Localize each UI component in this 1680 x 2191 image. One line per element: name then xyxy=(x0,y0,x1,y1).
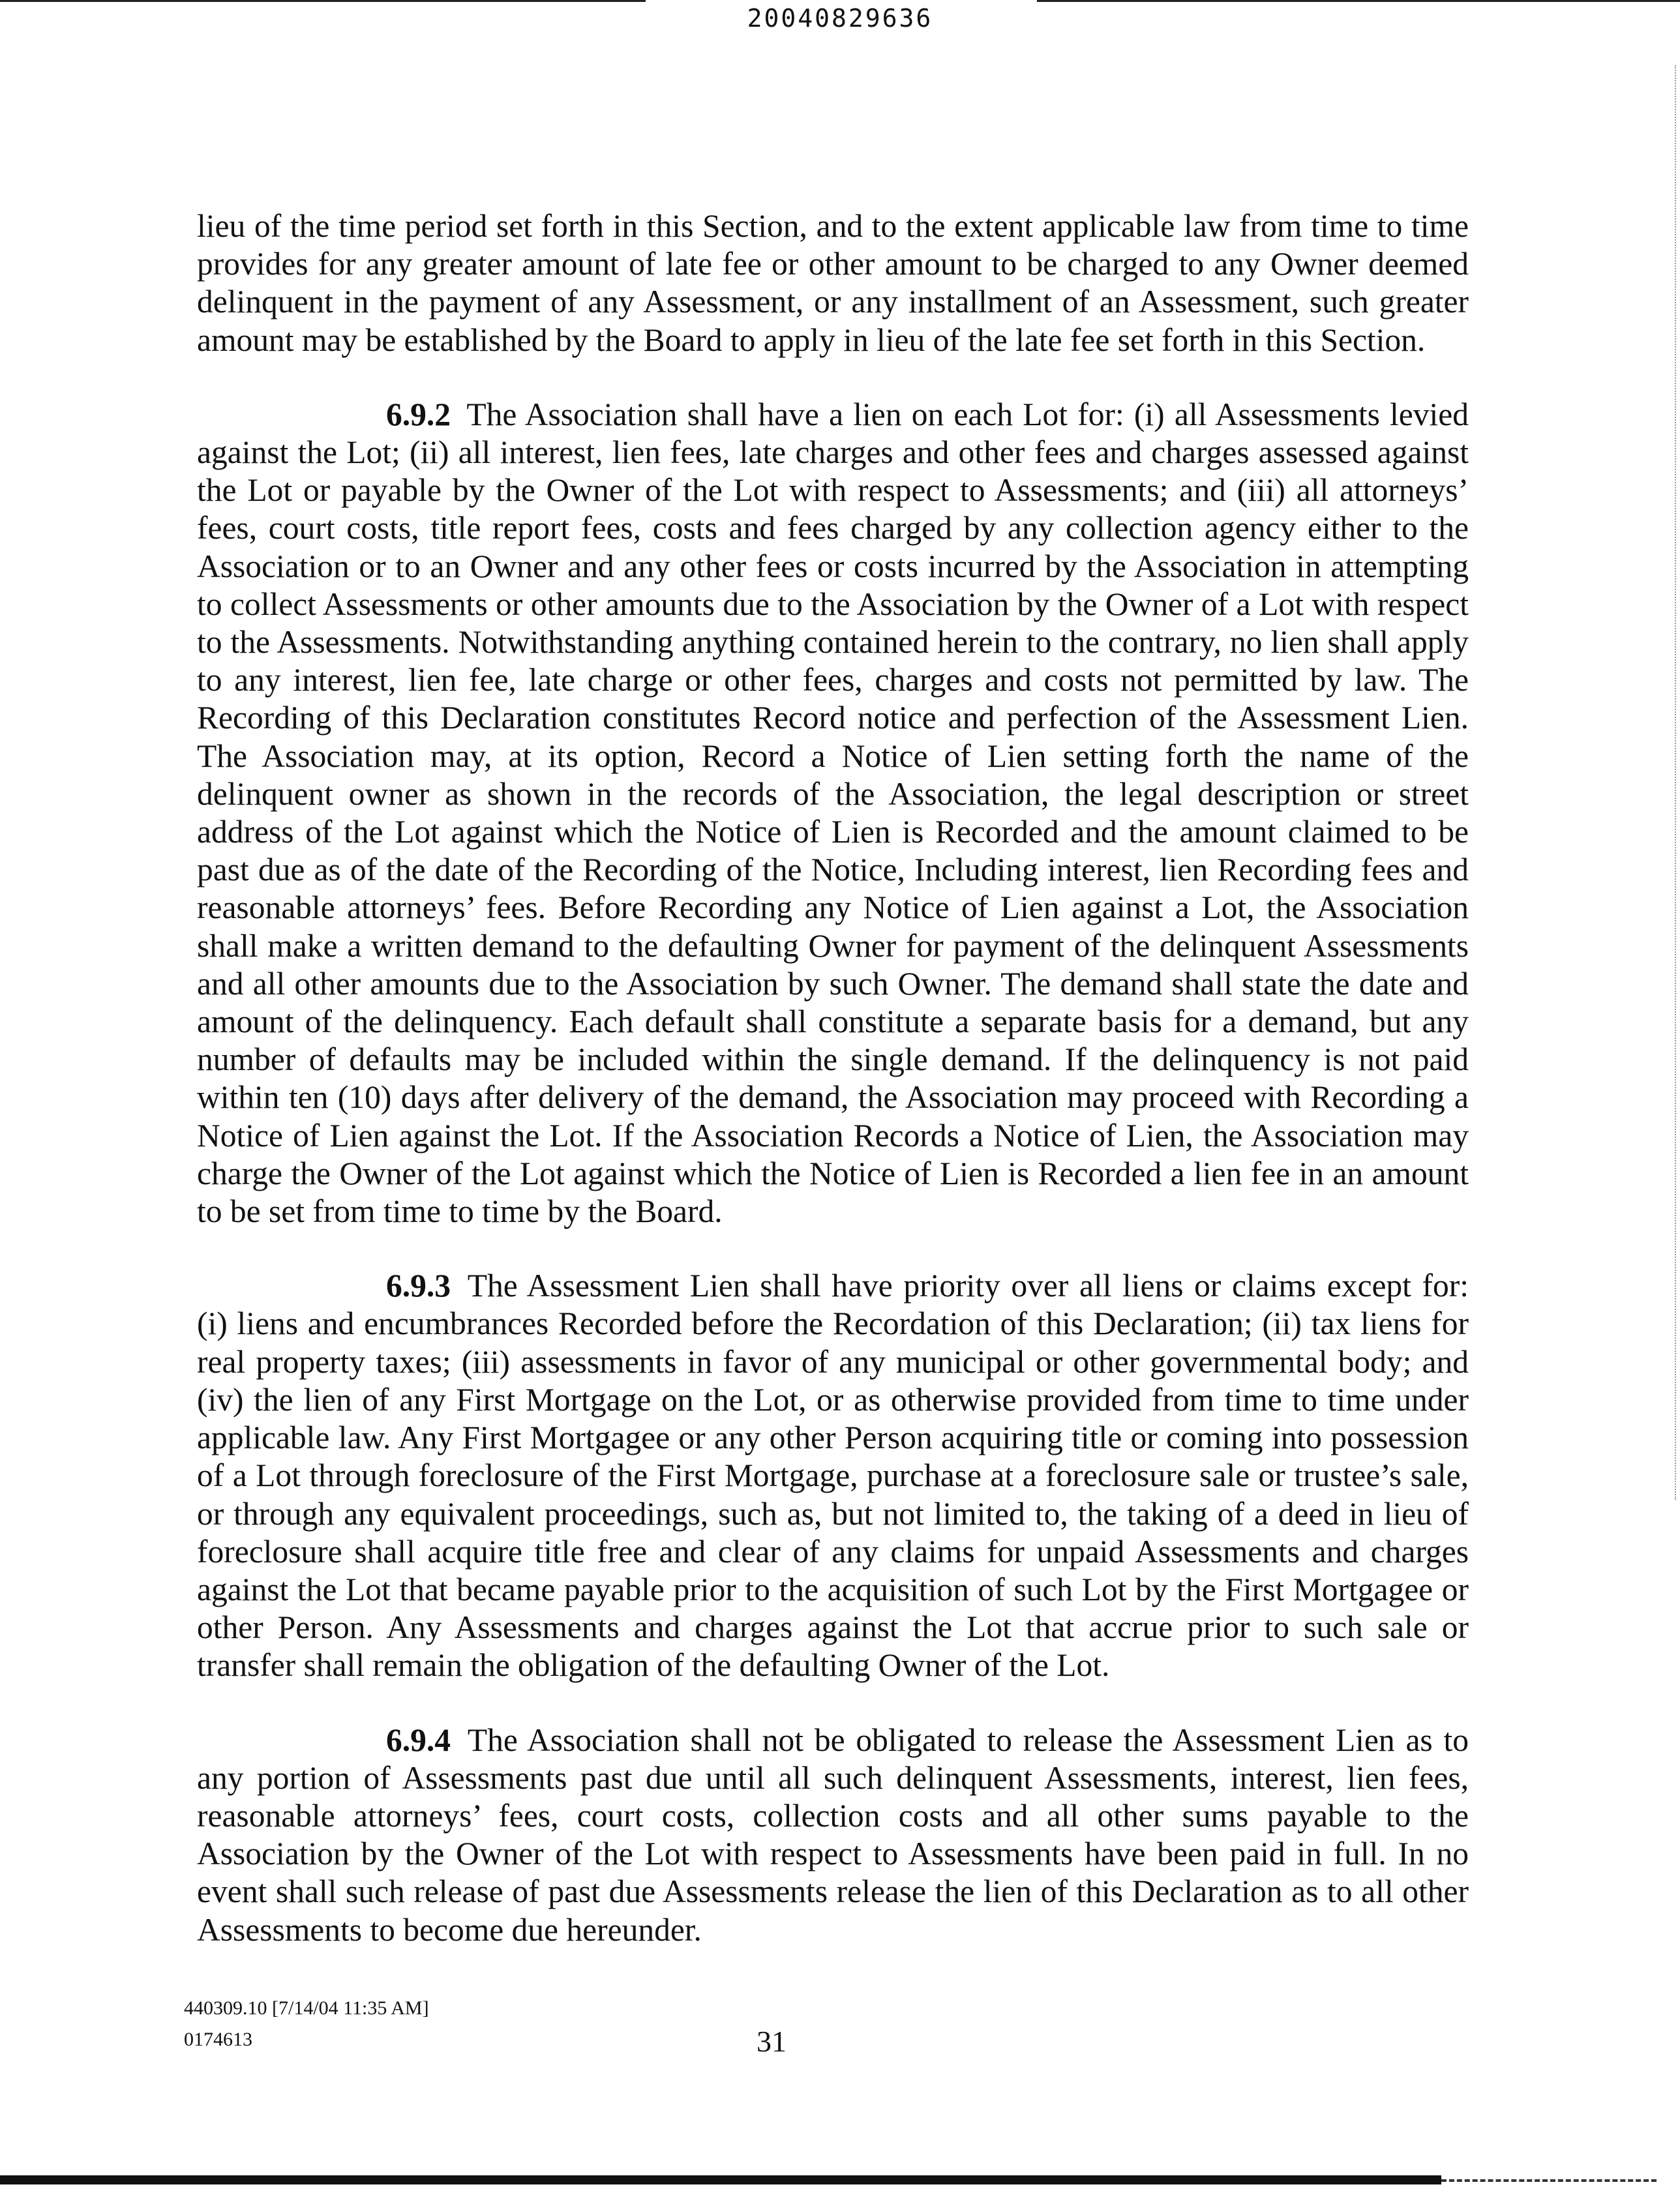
scan-border-bottom-dashed xyxy=(1441,2179,1657,2184)
scan-edge-marks xyxy=(1671,65,1676,1500)
paragraph-section-6-9-4 xyxy=(197,1722,1469,1949)
client-reference: 0174613 xyxy=(184,2029,252,2050)
paragraph-continuation xyxy=(197,207,1469,359)
document-body xyxy=(197,207,1469,1949)
paragraph-text: lieu of the time period set forth in this Section, and to the extent applicable law from time to time provides for any greater amount of late fee or other amount to be charged to any Owner deemed delinquent in the payment of any Assessment, or any installment of an Assessment, such greater amount may be established by the Board to apply in lieu of the late fee set forth in this Section. xyxy=(197,208,1469,358)
section-number: 6.9.4 xyxy=(386,1722,451,1758)
file-reference: 440309.10 [7/14/04 11:35 AM] xyxy=(184,1997,429,2019)
page-number: 31 xyxy=(757,2025,787,2058)
scan-border-bottom xyxy=(0,2175,1441,2184)
paragraph-text: The Association shall not be obligated to release the Assessment Lien as to any portion of Assessments past due until all such delinquent Assessments, interest, lien fees, reasonable attorneys’ fees, court costs, collection costs and all other sums payable to the Association by the Owner of the Lot with respect to Assessments have been paid in full. In no event shall such release of past due Assessments release the lien of this Declaration as to all other Assessments to become due hereunder. xyxy=(197,1722,1469,1948)
paragraph-text: The Association shall have a lien on each Lot for: (i) all Assessments levied against the Lot; (ii) all interest, lien fees, late charges and other fees and charges assessed against the Lot or payable by the Owner of the Lot with respect to Assessments; and (iii) all attorneys’ fees, court costs, title report fees, costs and fees charged by any collection agency either to the Association or to an Owner and any other fees or costs incurred by the Association in attempting to collect Assessments or other amounts due to the Association by the Owner of a Lot with respect to the Assessments. Notwithstanding anything contained herein to the contrary, no lien shall apply to any interest, lien fee, late charge or other fees, charges and costs not permitted by law. The Recording of this Declaration constitutes Record notice and perfection of the Assessment Lien. The Association may, at its option, Record a Notice of Lien setting forth the name of the delinquent owner as shown in the records of the Association, the legal description or street address of the Lot against which the Notice of Lien is Recorded and the amount claimed to be past due as of the date of the Recording of the Notice, Including interest, lien Recording fees and reasonable attorneys’ fees. Before Recording any Notice of Lien against a Lot, the Association shall make a written demand to the defaulting Owner for payment of the delinquent Assessments and all other amounts due to the Association by such Owner. The demand shall state the date and amount of the delinquency. Each default shall constitute a separate basis for a demand, but any number of defaults may be included within the single demand. If the delinquency is not paid within ten (10) days after delivery of the demand, the Association may proceed with Recording a Notice of Lien against the Lot. If the Association Records a Notice of Lien, the Association may charge the Owner of the Lot against which the Notice of Lien is Recorded a lien fee in an amount to be set from time to time by the Board. xyxy=(197,396,1469,1230)
recording-number: 20040829636 xyxy=(747,4,933,33)
section-number: 6.9.2 xyxy=(386,396,451,432)
paragraph-section-6-9-3 xyxy=(197,1267,1469,1684)
footer-reference xyxy=(184,1993,429,2055)
scan-border-top-left xyxy=(0,0,646,2)
paragraph-section-6-9-2 xyxy=(197,396,1469,1230)
scan-border-top-right xyxy=(1037,0,1680,2)
section-number: 6.9.3 xyxy=(386,1268,451,1304)
paragraph-text: The Assessment Lien shall have priority over all liens or claims except for: (i) liens and encumbrances Recorded before the Recordation of this Declaration; (ii) tax liens for real property taxes; (iii) assessments in favor of any municipal or other governmental body; and (iv) the lien of any First Mortgage on the Lot, or as otherwise provided from time to time under applicable law. Any First Mortgagee or any other Person acquiring title or coming into possession of a Lot through foreclosure of the First Mortgage, purchase at a foreclosure sale or trustee’s sale, or through any equivalent proceedings, such as, but not limited to, the taking of a deed in lieu of foreclosure shall acquire title free and clear of any claims for unpaid Assessments and charges against the Lot that became payable prior to the acquisition of such Lot by the First Mortgagee or other Person. Any Assessments and charges against the Lot that accrue prior to such sale or transfer shall remain the obligation of the defaulting Owner of the Lot. xyxy=(197,1268,1469,1684)
